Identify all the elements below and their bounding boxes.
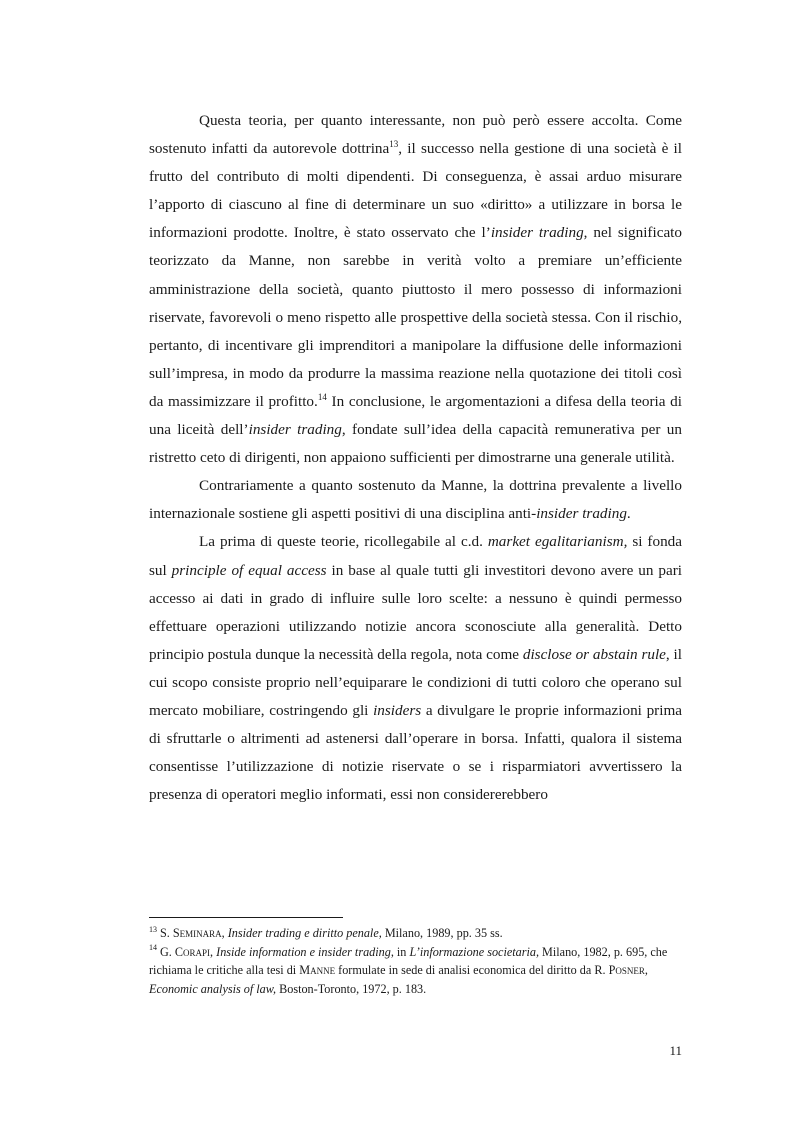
footnotes	[149, 924, 682, 998]
text-run: Milano, 1989, pp. 35 ss.	[381, 926, 503, 940]
text-run: G.	[160, 944, 175, 959]
text-run: ,	[210, 944, 217, 959]
text-run: , il cui scopo consiste proprio nell’equiparare le condizioni di tutti coloro che operano sul mercato mobiliare, costringendo gli	[149, 645, 682, 719]
text-run: in base al quale tutti gli investitori devono avere un pari accesso ai dati in grado di influire sulle loro scelte: a nessuno è quindi permesso effettuare operazioni utilizzando notizie ancora sconosciute alla generalità. Detto principio postula dunque la necessità della regola, nota come	[149, 561, 683, 663]
source-title: L’informazione societaria,	[409, 944, 539, 959]
footnote-13	[149, 924, 682, 943]
italic-term: insider trading	[248, 421, 342, 439]
italic-term: insiders	[373, 701, 422, 719]
paragraph-2	[149, 472, 682, 528]
text-run: ,	[644, 963, 648, 977]
text-run: In conclusione, le argomentazioni a difesa della teoria di una liceità dell’	[149, 392, 682, 439]
text-run: a divulgare le proprie informazioni prima di sfruttarle o altrimenti ad astenersi dall’operare in borsa. Infatti, qualora il sistema consentisse l’utilizzazione di notizie riservate o se i risparmiatori avvertissero la presenza di operatori meglio informati, essi non considererebbero	[149, 701, 682, 804]
text-run: Milano, 1982, p. 695, che richiama le critiche alla tesi di	[149, 944, 668, 977]
footnote-14	[149, 943, 682, 999]
paragraph-3	[149, 528, 682, 809]
text-run: si fonda sul	[149, 533, 682, 579]
italic-term: insider trading	[490, 224, 584, 242]
text-run: ,	[221, 926, 228, 940]
text-run: , in	[390, 944, 410, 959]
paragraph-1	[149, 107, 682, 472]
work-title: Inside information e insider trading	[216, 944, 391, 959]
text-run: , nel significato teorizzato da Manne, non sarebbe in verità volto a premiare un’efficiente amministrazione della società, quanto piuttosto il mero possesso di informazioni riservate, favorevoli o meno rispetto alle prospettive della società stessa. Con il rischio, pertanto, di incentivare gli imprenditori a manipolare la diffusione delle informazioni sull’impresa, in modo da produrre la massima reazione nella quotazione dei titoli così da massimizzare il profitto.	[149, 224, 682, 410]
author-name: Posner	[608, 963, 645, 977]
italic-term: insider trading	[536, 505, 627, 523]
author-name: Corapi	[174, 944, 211, 959]
footnote-separator	[149, 917, 343, 918]
text-run: , fondate sull’idea della capacità remunerativa per un ristretto ceto di dirigenti, non appaiono sufficienti per dimostrarne una generale utilità.	[149, 421, 682, 467]
italic-term: market egalitarianism,	[487, 533, 628, 551]
text-run: S.	[160, 926, 173, 940]
text-run: .	[626, 505, 631, 523]
italic-term: disclose or abstain rule	[522, 645, 666, 663]
page-number: 11	[669, 1043, 682, 1058]
text-run: Boston-Toronto, 1972, p. 183.	[276, 981, 427, 996]
author-name: Manne	[299, 963, 336, 977]
text-run: Questa teoria, per quanto interessante, non può però essere accolta. Come sostenuto infatti da autorevole dottrina	[149, 112, 682, 158]
footnote-number: 14	[149, 943, 157, 953]
footnote-number: 13	[149, 924, 157, 934]
author-name: Seminara	[172, 926, 222, 940]
text-run: formulate in sede di analisi economica del diritto da R.	[335, 963, 609, 977]
text-run: La prima di queste teorie, ricollegabile al c.d.	[199, 533, 488, 551]
work-title: Insider trading e diritto penale,	[227, 926, 382, 940]
italic-term: principle of equal access	[171, 561, 327, 579]
main-text	[149, 107, 682, 809]
work-title: Economic analysis of law,	[149, 981, 277, 996]
text-run: Contrariamente a quanto sostenuto da Manne, la dottrina prevalente a livello internazionale sostiene gli aspetti positivi di una disciplina anti-	[149, 477, 682, 523]
text-run: , il successo nella gestione di una società è il frutto del contributo di molti dipendenti. Di conseguenza, è assai arduo misurare l’apporto di ciascuno al fine di determinare un suo «diritto» a utilizzare in borsa le informazioni prodotte. Inoltre, è stato osservato che l’	[149, 140, 682, 242]
footnote-ref-14[interactable]: 14	[317, 391, 327, 402]
footnote-ref-13[interactable]: 13	[389, 139, 399, 150]
